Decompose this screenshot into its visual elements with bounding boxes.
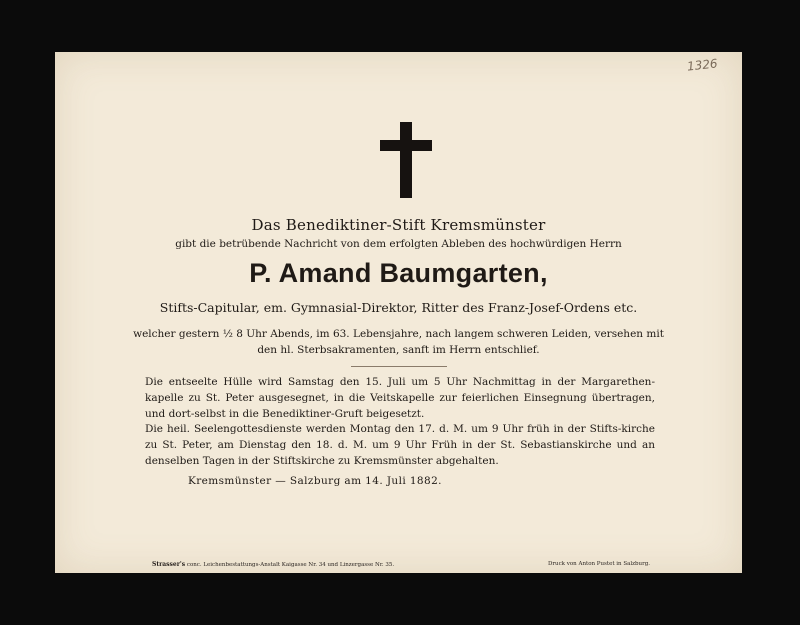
- ornament-divider: [351, 366, 447, 367]
- deceased-titles: Stifts-Capitular, em. Gymnasial-Direktor, Ritter des Franz-Josef-Ordens etc.: [159, 300, 638, 315]
- announcer-line: Das Benediktiner-Stift Kremsmünster: [251, 216, 546, 234]
- death-line-2: den hl. Sterbsakramenten, sanft im Herrn entschlief.: [257, 344, 540, 356]
- masses-paragraph: Die heil. Seelengottesdienste werden Montag den 17. d. M. um 9 Uhr früh in der Stifts-kirche zu St. Peter, am Dienstag den 18. d. M. um 9 Uhr Früh in der St. Sebastianskirche und an denselben Tagen in der Stiftskirche zu Kremsmünster abgehalten.: [145, 423, 655, 467]
- place-date: Kremsmünster — Salzburg am 14. Juli 1882.: [188, 475, 442, 487]
- archive-number: 1326: [686, 56, 719, 74]
- death-notice-card: [55, 52, 742, 573]
- undertaker-address: conc. Leichenbestattungs-Anstalt Kaigasse Nr. 34 und Linzergasse Nr. 35.: [186, 562, 395, 568]
- funeral-paragraph: Die entseelte Hülle wird Samstag den 15. Juli um 5 Uhr Nachmittag in der Margarethen-kapelle zu St. Peter ausgesegnet, in die Veitskapelle zur feierlichen Einsegnung übertragen, und dort-selbst in die Benediktiner-Gruft beigesetzt.: [145, 376, 655, 420]
- printer-imprint: Druck von Anton Pustet in Salzburg.: [548, 561, 650, 567]
- cross-icon: [380, 122, 432, 198]
- death-line-1: welcher gestern ½ 8 Uhr Abends, im 63. Lebensjahre, nach langem schweren Leiden, versehen mit: [133, 328, 664, 340]
- announcement-line: gibt die betrübende Nachricht von dem erfolgten Ableben des hochwürdigen Herrn: [175, 238, 622, 250]
- undertaker-firm: Strasser's: [152, 561, 186, 568]
- deceased-name: P. Amand Baumgarten,: [249, 258, 548, 288]
- undertaker-imprint: [152, 561, 394, 568]
